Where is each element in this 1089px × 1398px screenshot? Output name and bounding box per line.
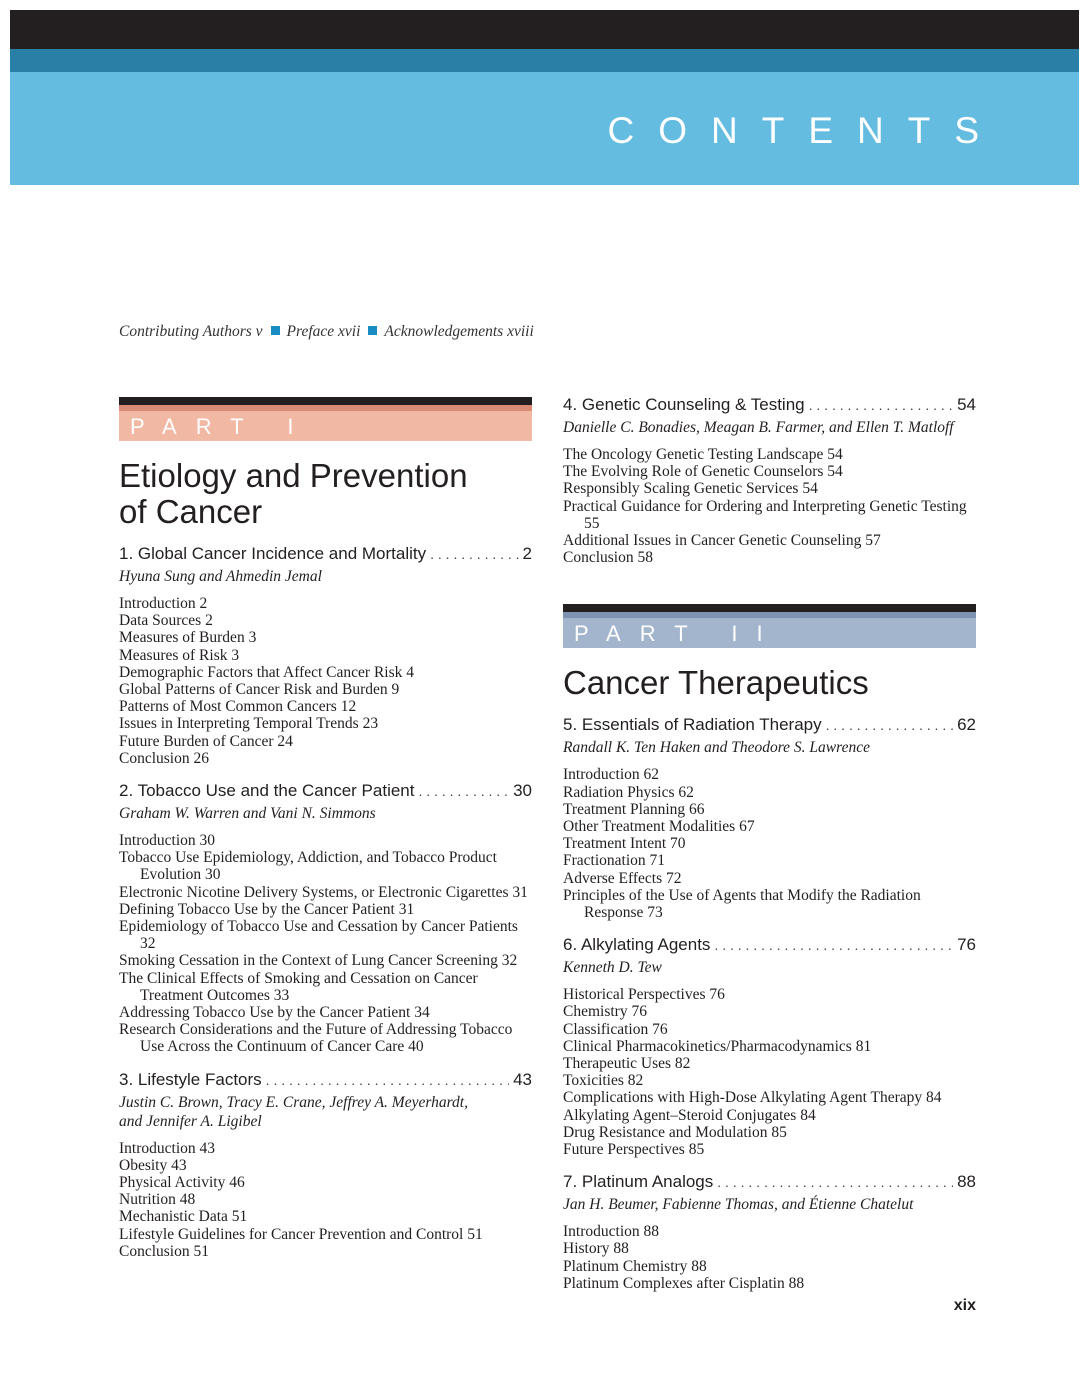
section-entry[interactable]: Introduction 30 [119,832,215,850]
author-line: Hyuna Sung and Ahmedin Jemal [119,568,322,585]
chapter-authors [119,1093,532,1131]
chapter-entry [563,715,976,921]
section-entry[interactable]: Fractionation 71 [563,852,666,870]
chapter-heading[interactable] [119,781,532,801]
chapter-page: 30 [513,781,532,801]
section-entry[interactable]: Demographic Factors that Affect Cancer Risk 4 [119,663,414,681]
square-bullet-icon [368,326,377,335]
chapter-title: 2. Tobacco Use and the Cancer Patient [119,781,415,801]
chapter-page: 76 [957,935,976,955]
section-entry[interactable]: History 88 [563,1240,629,1258]
dot-leader [418,781,509,801]
chapter-entry [119,544,532,767]
section-entry[interactable]: Treatment Planning 66 [563,800,705,818]
chapter-entry [119,1070,532,1260]
part-title: Etiology and Prevention of Cancer [119,457,468,530]
section-entry[interactable]: Issues in Interpreting Temporal Trends 23 [119,715,379,733]
chapter-heading[interactable] [119,1070,532,1090]
author-line: Jan H. Beumer, Fabienne Thomas, and Étienne Chatelut [563,1196,914,1214]
section-entry[interactable]: Electronic Nicotine Delivery Systems, or Electronic Cigarettes 31 [119,883,528,901]
chapter-authors [563,738,976,757]
chapter-authors [563,1195,976,1214]
chapter-heading[interactable] [563,395,976,415]
chapter-heading[interactable] [119,544,532,564]
chapter-title: 6. Alkylating Agents [563,935,711,955]
section-entry[interactable]: Data Sources 2 [119,612,213,630]
section-entry[interactable]: Patterns of Most Common Cancers 12 [119,698,357,716]
section-entry[interactable]: Conclusion 26 [119,749,209,767]
section-list [119,832,532,1056]
section-list [563,986,976,1158]
chapter-entry [563,935,976,1158]
left-column [119,397,532,1260]
section-entry[interactable]: Toxicities 82 [563,1072,644,1090]
section-entry[interactable]: Mechanistic Data 51 [119,1208,248,1226]
part-title: Cancer Therapeutics [563,664,869,702]
chapter-title: 4. Genetic Counseling & Testing [563,395,805,414]
chapter-title: 3. Lifestyle Factors [119,1069,262,1089]
section-entry[interactable]: Lifestyle Guidelines for Cancer Prevention and Control 51 [119,1225,483,1243]
section-entry[interactable]: Other Treatment Modalities 67 [563,818,755,836]
section-entry[interactable]: Physical Activity 46 [119,1174,245,1192]
author-line: Danielle C. Bonadies, Meagan B. Farmer, and Ellen T. Matloff [563,419,954,436]
front-matter-item[interactable]: Contributing Authors v [119,323,263,340]
chapter-heading[interactable] [563,715,976,735]
dot-leader [809,395,953,415]
front-matter-item[interactable]: Preface xvii [286,323,361,340]
chapter-entry [119,781,532,1056]
part-banner [563,604,976,654]
chapter-list [563,395,976,566]
section-entry[interactable]: Measures of Risk 3 [119,646,240,664]
section-entry[interactable]: Adverse Effects 72 [563,869,682,887]
author-line: Justin C. Brown, Tracy E. Crane, Jeffrey A. Meyerhardt, [119,1093,468,1111]
section-entry[interactable]: Conclusion 58 [563,549,653,567]
section-entry[interactable]: Tobacco Use Epidemiology, Addiction, and Tobacco Product Evolution 30 [119,849,497,884]
section-entry[interactable]: Introduction 62 [563,766,659,784]
section-entry[interactable]: Platinum Chemistry 88 [563,1257,707,1275]
author-line: Graham W. Warren and Vani N. Simmons [119,805,376,823]
section-list [563,1223,976,1292]
section-entry[interactable]: Epidemiology of Tobacco Use and Cessation by Cancer Patients 32 [119,918,518,953]
chapter-page: 54 [957,395,976,414]
section-list [563,446,976,566]
chapter-authors [563,418,976,437]
section-entry[interactable]: Smoking Cessation in the Context of Lung Cancer Screening 32 [119,952,518,970]
section-list [119,595,532,767]
author-line: and Jennifer A. Ligibel [119,1112,262,1130]
chapter-authors [119,567,532,586]
chapter-authors [119,804,532,823]
section-entry[interactable]: Obesity 43 [119,1156,187,1174]
section-entry[interactable]: Alkylating Agent–Steroid Conjugates 84 [563,1106,816,1124]
section-entry[interactable]: Additional Issues in Cancer Genetic Counseling 57 [563,532,881,550]
part-label: PART I [119,411,532,441]
section-entry[interactable]: Platinum Complexes after Cisplatin 88 [563,1274,805,1292]
chapter-authors [563,958,976,977]
author-line: Kenneth D. Tew [563,959,662,977]
section-entry[interactable]: Responsibly Scaling Genetic Services 54 [563,480,818,498]
section-entry[interactable]: Research Considerations and the Future of Addressing Tobacco Use Across the Continuum of Cancer Care 40 [119,1021,513,1056]
chapter-page: 43 [513,1069,532,1089]
page-number: xix [953,1297,976,1314]
header-black-band [10,10,1079,49]
part-label: PART II [563,618,976,648]
header-dark-band [10,49,1079,72]
chapter-page: 88 [957,1172,976,1192]
section-entry[interactable]: Complications with High-Dose Alkylating Agent Therapy 84 [563,1089,942,1107]
section-entry[interactable]: Nutrition 48 [119,1191,196,1209]
chapter-entry [563,395,976,566]
chapter-page: 62 [957,715,976,735]
chapter-heading[interactable] [563,1172,976,1192]
chapter-heading[interactable] [563,935,976,955]
section-entry[interactable]: Clinical Pharmacokinetics/Pharmacodynamics 81 [563,1037,872,1055]
section-list [119,1140,532,1260]
chapter-list [563,715,976,1292]
contents-title: CONTENTS [607,110,1003,151]
section-entry[interactable]: Radiation Physics 62 [563,783,694,801]
dot-leader [266,1070,509,1090]
section-entry[interactable]: The Evolving Role of Genetic Counselors 54 [563,463,843,481]
header-light-band [10,72,1079,185]
part-banner [119,397,532,447]
section-entry[interactable]: Future Burden of Cancer 24 [119,732,293,750]
section-entry[interactable]: Classification 76 [563,1020,668,1038]
section-list [563,766,976,921]
section-entry[interactable]: Future Perspectives 85 [563,1141,705,1159]
right-column [563,381,976,1292]
dot-leader [717,1172,953,1192]
section-entry[interactable]: Practical Guidance for Ordering and Interpreting Genetic Testing 55 [563,497,967,532]
dot-leader [826,715,953,735]
square-bullet-icon [271,326,280,335]
front-matter-line [119,323,534,341]
section-entry[interactable]: The Clinical Effects of Smoking and Cessation on Cancer Treatment Outcomes 33 [119,969,478,1004]
chapter-entry [563,1172,976,1292]
chapter-list [119,544,532,1260]
front-matter-item[interactable]: Acknowledgements xviii [384,323,534,340]
dot-leader [714,935,953,955]
section-entry[interactable]: Introduction 88 [563,1223,659,1241]
section-entry[interactable]: Introduction 43 [119,1139,215,1157]
section-entry[interactable]: Measures of Burden 3 [119,629,257,647]
section-entry[interactable]: Addressing Tobacco Use by the Cancer Patient 34 [119,1004,430,1022]
chapter-title: 5. Essentials of Radiation Therapy [563,715,822,735]
section-entry[interactable]: Drug Resistance and Modulation 85 [563,1123,787,1141]
chapter-page: 2 [522,544,532,563]
author-line: Randall K. Ten Haken and Theodore S. Lawrence [563,739,870,757]
section-entry[interactable]: Historical Perspectives 76 [563,986,725,1004]
section-entry[interactable]: Global Patterns of Cancer Risk and Burden 9 [119,681,400,699]
page-header [10,10,1079,185]
section-entry[interactable]: Conclusion 51 [119,1242,209,1260]
section-entry[interactable]: Introduction 2 [119,595,208,612]
dot-leader [430,544,518,564]
section-entry[interactable]: Defining Tobacco Use by the Cancer Patient 31 [119,900,415,918]
section-entry[interactable]: Chemistry 76 [563,1003,647,1021]
chapter-title: 1. Global Cancer Incidence and Mortality [119,544,427,563]
section-entry[interactable]: Treatment Intent 70 [563,835,686,853]
section-entry[interactable]: The Oncology Genetic Testing Landscape 54 [563,446,843,463]
section-entry[interactable]: Principles of the Use of Agents that Modify the Radiation Response 73 [563,886,921,922]
section-entry[interactable]: Therapeutic Uses 82 [563,1055,691,1073]
chapter-title: 7. Platinum Analogs [563,1172,714,1192]
